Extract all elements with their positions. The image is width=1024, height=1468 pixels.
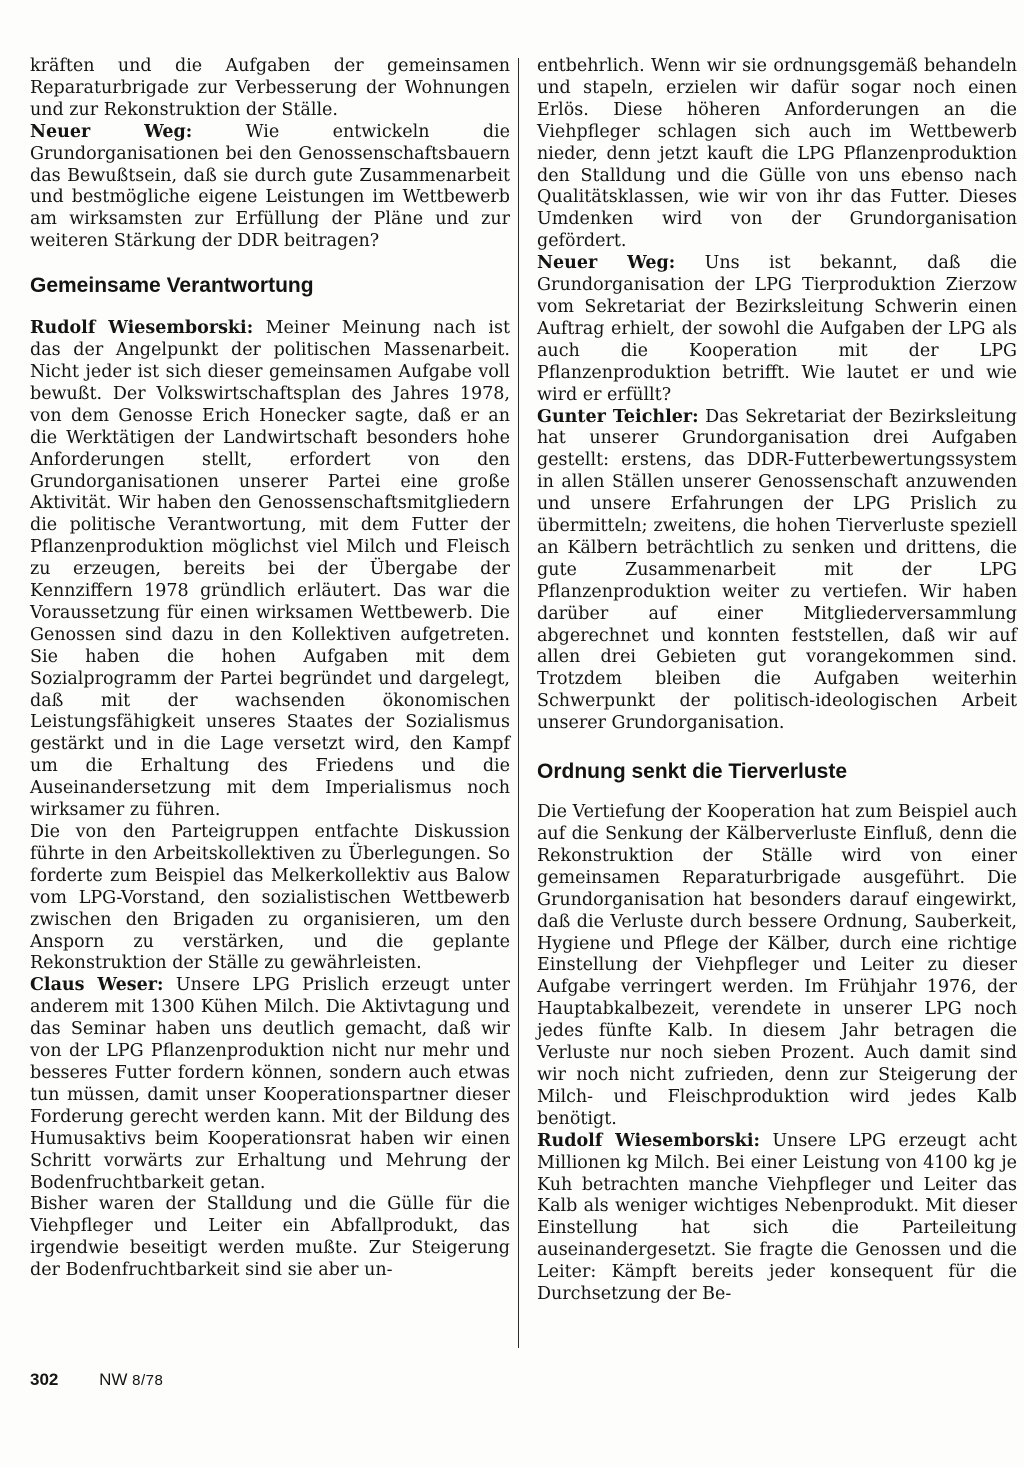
speaker-label: Rudolf Wiesemborski: bbox=[30, 318, 254, 339]
paragraph-continued: kräften und die Aufgaben der gemeinsamen Reparaturbrigade zur Verbesserung der Wohnungen und zur Rekonstruktion der Ställe. bbox=[30, 56, 510, 120]
paragraph-text: Das Sekretariat der Bezirksleitung hat unserer Grundorganisation drei Aufgaben gestellt: erstens, das DDR-Futterbewertungssystem in allen Ställen unserer Genossenschaft anzuwenden und unsere Erfahrungen der LPG Prislich zu übermitteln; zweitens, die hohen Tierverluste speziell an Kälbern beträchtlich zu senken und drittens, die gute Zusammenarbeit mit der LPG Pflanzenproduktion weiter zu vertiefen. Wir haben darüber auf einer Mitgliederversammlung abgerechnet und konnten feststellen, daß wir auf allen drei Gebieten gut vorangekommen sind. Trotzdem bleiben die Aufgaben weiterhin Schwerpunkt der politisch-ideologischen Arbeit unserer Grundorganisation. bbox=[537, 406, 1017, 734]
paragraph-text: Unsere LPG Prislich erzeugt unter anderem mit 1300 Kühen Milch. Die Aktivtagung und das Seminar haben uns deutlich gemacht, daß wir von der LPG Pflanzenproduktion nicht nur mehr und besseres Futter fordern können, sondern auch etwas tun müssen, damit unser Kooperationspartner dieser Forderung gerecht werden kann. Mit der Bildung des Humusaktivs beim Kooperationsrat haben wir einen Schritt vorwärts zur Erhaltung und Mehrung der Bodenfruchtbarkeit getan. bbox=[30, 975, 510, 1193]
column-divider bbox=[518, 58, 519, 1348]
paragraph-text: Unsere LPG erzeugt acht Millionen kg Milch. Bei einer Leistung von 4100 kg je Kuh betrachten manche Viehpfleger und Leiter das Kalb als weniger wichtiges Nebenprodukt. Mit dieser Einstellung hat sich die Parteileitung auseinandergesetzt. Sie fragte die Genossen und die Leiter: Kämpft bereits jeder konsequent für die Durchsetzung der Be- bbox=[537, 1130, 1018, 1305]
left-column bbox=[30, 56, 510, 1282]
speaker-label: Neuer Weg: bbox=[30, 121, 193, 142]
page-footer bbox=[30, 1370, 163, 1390]
section-heading-gemeinsame-verantwortung: Gemeinsame Verantwortung bbox=[30, 274, 314, 298]
question-paragraph bbox=[30, 122, 510, 253]
speaker-label: Neuer Weg: bbox=[537, 253, 676, 274]
body-paragraph: Die Vertiefung der Kooperation hat zum Beispiel auch auf die Senkung der Kälberverluste Einfluß, denn die Rekonstruktion der Ställe wird von einer gemeinsamen Reparaturbrigade ausgeführt. Die Grundorganisation hat besonders darauf eingewirkt, daß die Verluste durch bessere Ordnung, Sauberkeit, Hygiene und Pflege der Kälber, durch eine richtige Einstellung der Viehpfleger und Leiter zu dieser Aufgabe verringert werden. Im Frühjahr 1976, der Hauptabkalbezeit, verendete in unserer LPG noch jedes fünfte Kalb. In diesem Jahr betragen die Verluste nur noch sieben Prozent. Auch damit sind wir noch nicht zufrieden, denn zur Steigerung der Milch- und Fleischproduktion wird jedes Kalb benötigt. bbox=[537, 802, 1017, 1129]
paragraph-text: Uns ist bekannt, daß die Grundorganisation der LPG Tierproduktion Zierzow vom Sekretariat der Bezirksleitung Schwerin einen Auftrag erhielt, der sowohl die Aufgaben der LPG als auch die Kooperation mit der LPG Pflanzenproduktion betrifft. Wie lautet er und wie wird er erfüllt? bbox=[537, 253, 1018, 405]
paragraph-text: Wie entwickeln die Grundorganisationen bei den Genossenschaftsbauern das Bewußtsein, daß sie durch gute Zusammenarbeit und bestmögliche eigene Leistungen im Wettbewerb am wirksamsten zur Erfüllung der Pläne und zur weiteren Stärkung der DDR beitragen? bbox=[30, 121, 511, 252]
answer-paragraph bbox=[537, 407, 1017, 736]
answer-paragraph bbox=[537, 1131, 1017, 1306]
question-paragraph bbox=[537, 253, 1017, 406]
speaker-label: Claus Weser: bbox=[30, 975, 164, 996]
paragraph-continued: entbehrlich. Wenn wir sie ordnungsgemäß behandeln und stapeln, erzielen wir dafür sogar noch einen Erlös. Diese höheren Anforderungen an die Viehpfleger schlagen sich auch im Wettbewerb nieder, denn jetzt kauft die LPG Pflanzenproduktion den Stalldung und die Gülle von uns ebenso nach Qualitätsklassen, wie wir von ihr das Futter. Dieses Umdenken wird von der Grundorganisation gefördert. bbox=[537, 56, 1017, 252]
journal-abbreviation: NW bbox=[99, 1370, 128, 1389]
section-heading-ordnung-senkt-die-tierverluste: Ordnung senkt die Tierverluste bbox=[537, 760, 848, 784]
body-paragraph: Bisher waren der Stalldung und die Gülle für die Viehpfleger und Leiter ein Abfallprodukt, das irgendwie beseitigt werden mußte. Zur Steigerung der Bodenfruchtbarkeit sind sie aber un- bbox=[30, 1194, 510, 1281]
speaker-label: Rudolf Wiesemborski: bbox=[537, 1130, 761, 1151]
body-paragraph: Die von den Parteigruppen entfachte Diskussion führte in den Arbeitskollektiven zu Überlegungen. So forderte zum Beispiel das Melkerkollektiv aus Balow vom LPG-Vorstand, den sozialistischen Wettbewerb zwischen den Brigaden zu organisieren, um den Ansporn zu verstärken, und die geplante Rekonstruktion der Ställe zu gewährleisten. bbox=[30, 822, 510, 974]
answer-paragraph bbox=[30, 975, 510, 1194]
speaker-label: Gunter Teichler: bbox=[537, 406, 699, 427]
answer-paragraph bbox=[30, 318, 510, 822]
issue-number: 8/78 bbox=[132, 1372, 164, 1389]
right-column bbox=[537, 56, 1017, 1306]
paragraph-text: Meiner Meinung nach ist das der Angelpunkt der politischen Massenarbeit. Nicht jeder ist sich dieser gemeinsamen Aufgabe voll bewußt. Der Volkswirtschaftsplan des Jahres 1978, von dem Genosse Erich Honecker sagte, daß er an die Werktätigen der Landwirtschaft besonders hohe Anforderungen stellt, erfordert von den Grundorganisationen unserer Partei eine große Aktivität. Wir haben den Genossenschaftsmitgliedern die politische Verantwortung, mit dem Futter der Pflanzenproduktion möglichst viel Milch und Fleisch zu erzeugen, bereits bei der Übergabe der Kennziffern 1978 gründlich erläutert. Das war die Voraussetzung für einen wirksamen Wettbewerb. Die Genossen sind dazu in den Kollektiven aufgetreten. Sie haben die hohen Aufgaben mit dem Sozialprogramm der Partei begründet und dargelegt, daß mit der wachsenden ökonomischen Leistungsfähigkeit unseres Staates der Sozialismus gestärkt und in die Lage versetzt wird, den Kampf um die Erhaltung des Friedens und die Auseinandersetzung mit dem Imperialismus noch wirksamer zu führen. bbox=[30, 318, 510, 821]
page-number: 302 bbox=[30, 1370, 59, 1389]
